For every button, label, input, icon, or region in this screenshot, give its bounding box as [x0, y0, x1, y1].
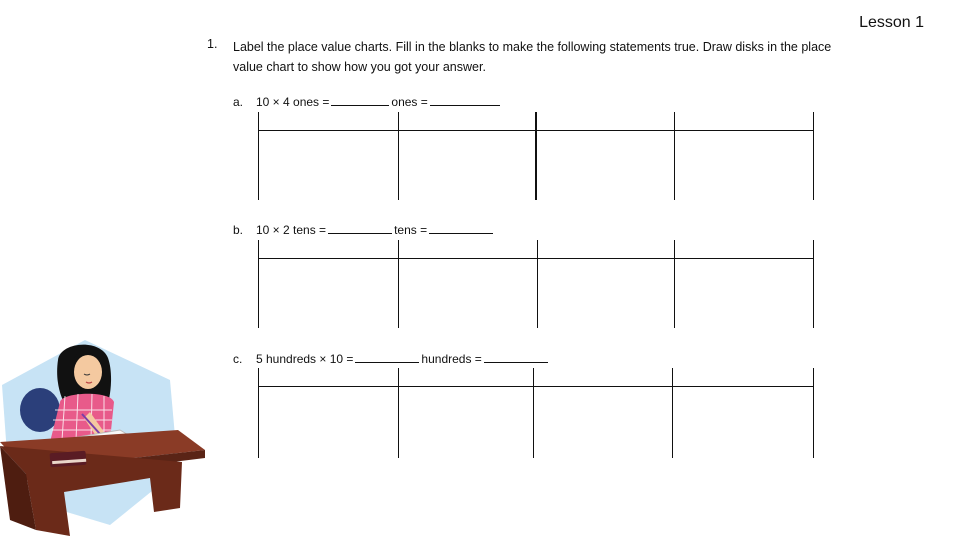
answer-blank[interactable] — [429, 223, 493, 234]
problem-text-1: 10 × 2 tens = — [256, 223, 327, 237]
answer-blank[interactable] — [484, 352, 548, 363]
book — [50, 451, 87, 467]
answer-blank[interactable] — [430, 95, 500, 106]
problem-text-1: 5 hundreds × 10 = — [256, 352, 354, 366]
answer-blank[interactable] — [355, 352, 419, 363]
answer-blank[interactable] — [328, 223, 392, 234]
problem-letter: b. — [233, 223, 244, 237]
answer-blank[interactable] — [331, 95, 389, 106]
problem-c — [233, 352, 550, 366]
problem-text-2: tens = — [394, 223, 428, 237]
problem-text-2: ones = — [391, 95, 428, 109]
instruction-text: Label the place value charts. Fill in the blanks to make the following statements true. Draw disks in the place value chart to show how you got your answer. — [233, 40, 832, 74]
student-at-desk-illustration — [0, 330, 215, 540]
place-value-chart-c[interactable] — [258, 368, 814, 458]
problem-text-1: 10 × 4 ones = — [256, 95, 330, 109]
face — [74, 355, 102, 389]
lesson-label: Lesson 1 — [859, 14, 924, 31]
place-value-chart-b[interactable] — [258, 240, 814, 328]
place-value-chart-a[interactable] — [258, 112, 814, 200]
instruction-number: 1. — [207, 37, 218, 51]
problem-text-2: hundreds = — [421, 352, 482, 366]
problem-b — [233, 223, 495, 237]
problem-letter: c. — [233, 352, 243, 366]
problem-a — [233, 95, 502, 109]
problem-letter: a. — [233, 95, 244, 109]
chair-back — [20, 388, 60, 432]
